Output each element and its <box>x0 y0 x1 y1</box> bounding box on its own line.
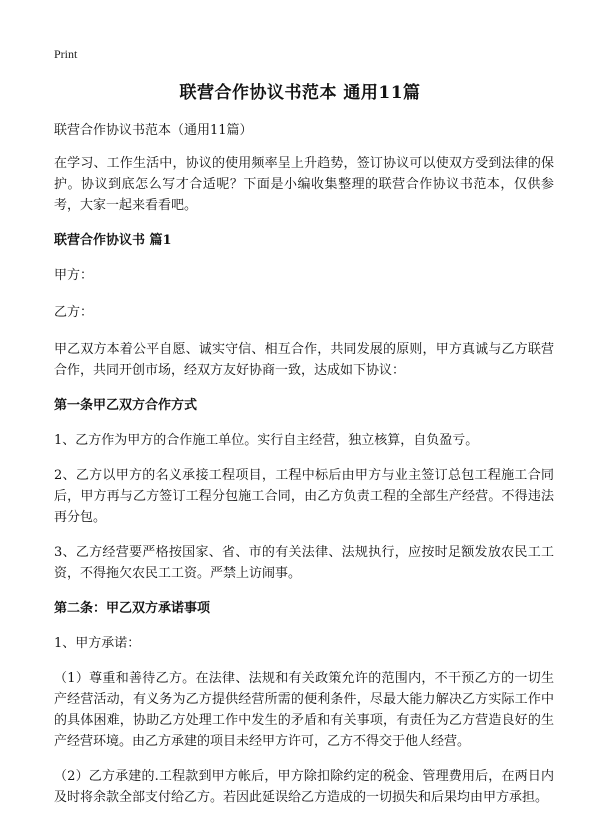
section-heading: 联营合作协议书 篇1 <box>54 233 172 248</box>
article1-item-2: 2、乙方以甲方的名义承接工程项目，工程中标后由甲方与业主签订总包工程施工合同后，甲方再与乙方签订工程分包施工合同，由乙方负责工程的全部生产经营。不得违法再分包。 <box>54 468 554 525</box>
article2-item-1: 1、甲方承诺： <box>54 636 141 651</box>
print-link[interactable]: Print <box>54 47 78 61</box>
page-title: 联营合作协议书范本 通用11篇 <box>179 83 421 103</box>
party-a-label: 甲方： <box>54 268 94 283</box>
article2-item-1-sub-1: （1）尊重和善待乙方。在法律、法规和有关政策允许的范围内，不干预乙方的一切生产经营活动，有义务为乙方提供经营所需的便利条件，尽最大能力解决乙方实际工作中的具体困难，协助乙方处理工作中发生的矛盾和有关事项，有责任为乙方营造良好的生产经营环境。由乙方承建的项目未经甲方许可，乙方不得交于他人经营。 <box>54 671 554 749</box>
intro-paragraph: 在学习、工作生活中，协议的使用频率呈上升趋势，签订协议可以使双方受到法律的保护。协议到底怎么写才合适呢？下面是小编收集整理的联营合作协议书范本，仅供参考，大家一起来看看吧。 <box>54 156 554 213</box>
document-body <box>54 120 554 822</box>
article1-heading: 第一条甲乙双方合作方式 <box>54 398 198 413</box>
article1-item-1: 1、乙方作为甲方的合作施工单位。实行自主经营，独立核算，自负盈亏。 <box>54 433 479 448</box>
party-b-label: 乙方： <box>54 305 94 320</box>
article2-item-1-sub-2: （2）乙方承建的.工程款到甲方帐后，甲方除扣除约定的税金、管理费用后，在两日内及时将余款全部支付给乙方。若因此延误给乙方造成的一切损失和后果均由甲方承担。 <box>54 769 554 805</box>
article2-heading: 第二条：甲乙双方承诺事项 <box>54 601 211 616</box>
document-subtitle: 联营合作协议书范本（通用11篇） <box>54 123 253 138</box>
preamble-paragraph: 甲乙双方本着公平自愿、诚实守信、相互合作，共同发展的原则，甲方真诚与乙方联营合作，共同开创市场，经双方友好协商一致，达成如下协议： <box>54 342 554 378</box>
article1-item-3: 3、乙方经营要严格按国家、省、市的有关法律、法规执行，应按时足额发放农民工工资，不得拖欠农民工工资。严禁上访闹事。 <box>54 545 554 581</box>
